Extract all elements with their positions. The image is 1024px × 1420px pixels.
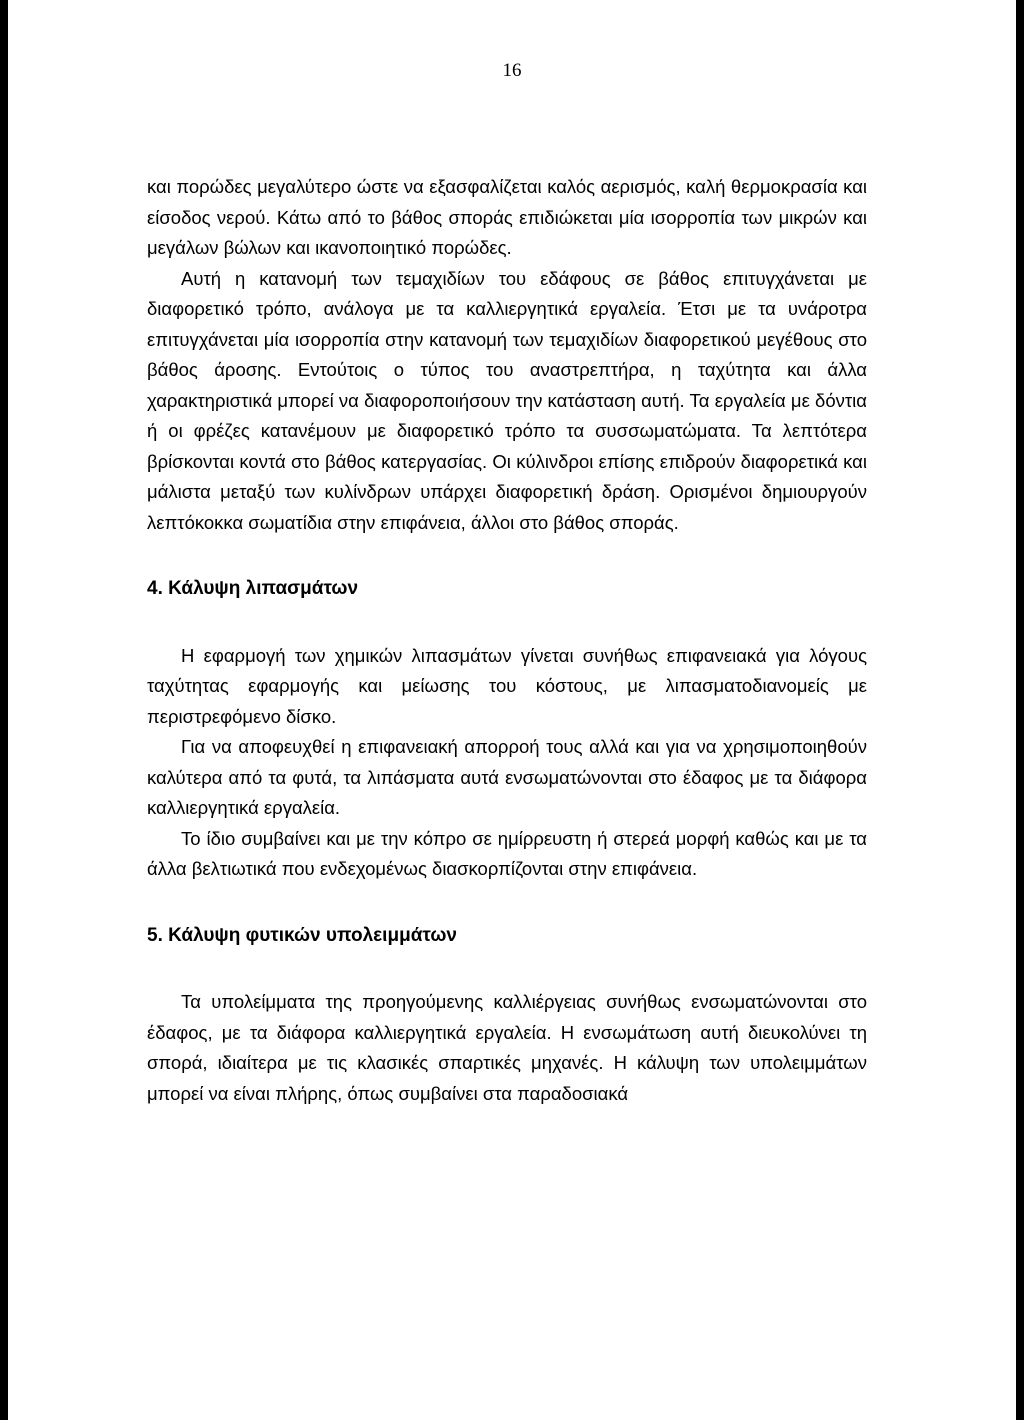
paragraph-continuation: και πορώδες μεγαλύτερο ώστε να εξασφαλίζεται καλός αερισμός, καλή θερμοκρασία και είσοδος νερού. Κάτω από το βάθος σποράς επιδιώκεται μία ισορροπία των μικρών και μεγάλων βώλων και ικανοποιητικό πορώδες.: [147, 176, 867, 258]
section-heading-residue-cover: 5. Κάλυψη φυτικών υπολειμμάτων: [147, 924, 457, 946]
page-body: [147, 172, 867, 1109]
page-number: 16: [502, 60, 522, 81]
document-page: [8, 0, 1016, 1420]
section-heading-fertilizer-cover: 4. Κάλυψη λιπασμάτων: [147, 578, 359, 599]
paragraph-manure: Το ίδιο συμβαίνει και με την κόπρο σε ημίρρευστη ή στερεά μορφή καθώς και με τα άλλα βελτιωτικά που ενδεχομένως διασκορπίζονται στην επιφάνεια.: [147, 827, 867, 879]
paragraph-fertilizer-application: Η εφαρμογή των χημικών λιπασμάτων γίνεται συνήθως επιφανειακά για λόγους ταχύτητας εφαρμογής και μείωσης του κόστους, με λιπασματοδιανομείς με περιστρεφόμενο δίσκο.: [147, 644, 867, 727]
paragraph-particle-distribution: Αυτή η κατανομή των τεμαχιδίων του εδάφους σε βάθος επιτυγχάνεται με διαφορετικό τρόπο, ανάλογα με τα καλλιεργητικά εργαλεία. Έτσι με τα υνάροτρα επιτυγχάνεται μία ισορροπία στην κατανομή των τεμαχιδίων διαφορετικού μεγέθους στο βάθος άροσης. Εντούτοις ο τύπος του αναστρεπτήρα, η ταχύτητα και άλλα χαρακτηριστικά μπορεί να διαφοροποιήσουν την κατάσταση αυτή. Τα εργαλεία με δόντια ή οι φρέζες κατανέμουν με διαφορετικό τρόπο τα συσσωματώματα. Τα λεπτότερα βρίσκονται κοντά στο βάθος κατεργασίας. Οι κύλινδροι επίσης επιδρούν διαφορετικά και μάλιστα μεταξύ των κυλίνδρων υπάρχει διαφορετική δράση. Ορισμένοι δημιουργούν λεπτόκοκκα σωματίδια στην επιφάνεια, άλλοι στο βάθος σποράς.: [147, 267, 867, 533]
paragraph-crop-residues: Τα υπολείμματα της προηγούμενης καλλιέργειας συνήθως ενσωματώνονται στο έδαφος, με τα διάφορα καλλιεργητικά εργαλεία. Η ενσωμάτωση αυτή διευκολύνει τη σπορά, ιδιαίτερα με τις κλασικές σπαρτικές μηχανές. Η κάλυψη των υπολειμμάτων μπορεί να είναι πλήρης, όπως συμβαίνει στα παραδοσιακά: [147, 991, 867, 1104]
paragraph-fertilizer-incorporation: Για να αποφευχθεί η επιφανειακή απορροή τους αλλά και για να χρησιμοποιηθούν καλύτερα από τα φυτά, τα λιπάσματα αυτά ενσωματώνονται στο έδαφος με τα διάφορα καλλιεργητικά εργαλεία.: [147, 736, 867, 818]
